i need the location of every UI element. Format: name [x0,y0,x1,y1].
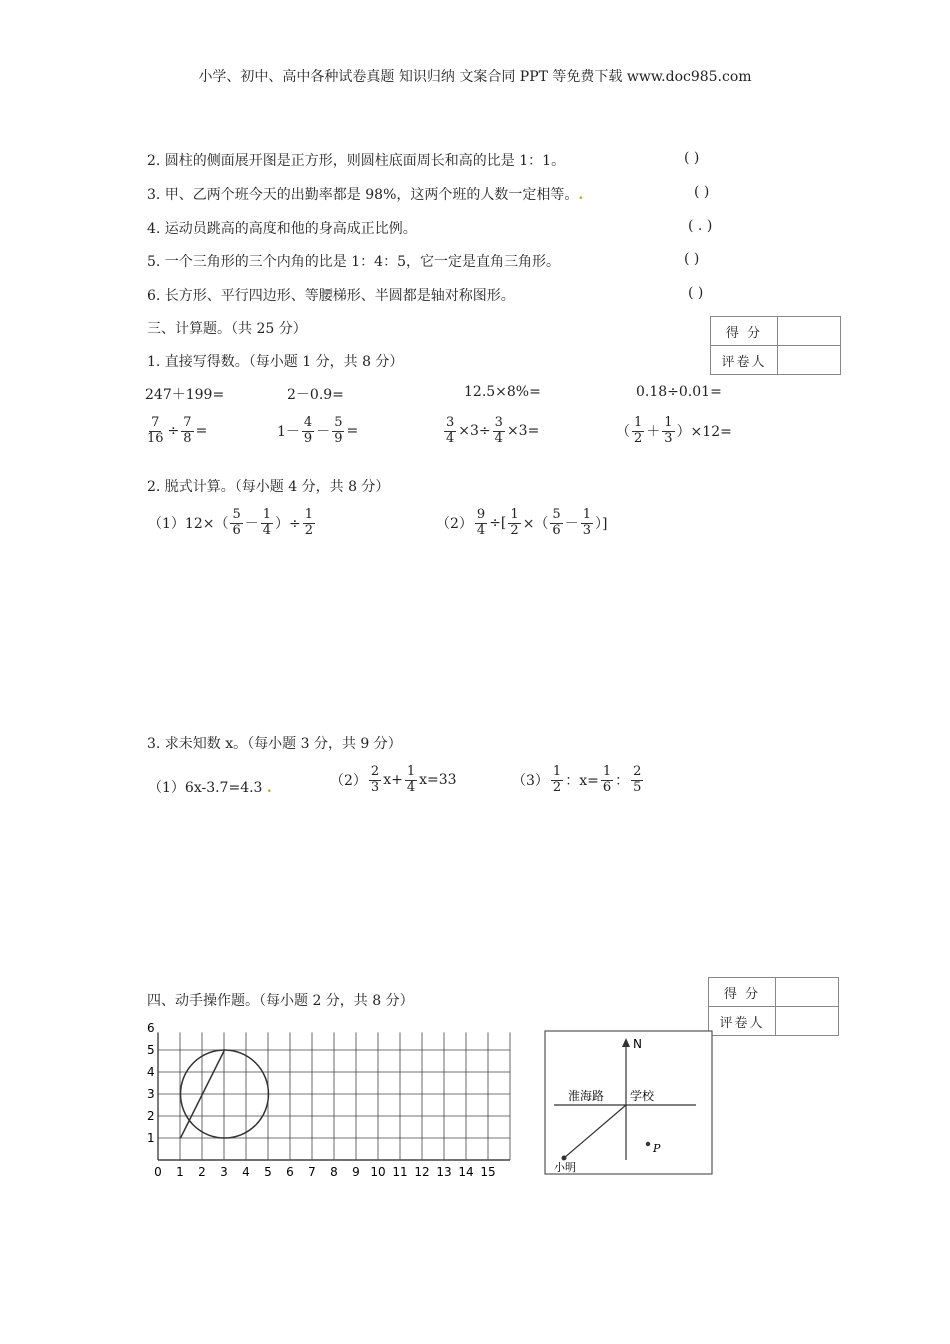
x-tick-label: 15 [480,1165,496,1179]
question-1-text: 1. 直接写得数。（每小题 1 分，共 8 分） [147,354,404,370]
x-tick-label: 2 [198,1165,206,1179]
y-tick-label: 3 [147,1087,155,1101]
calc-q3b: （2） $\frac{2}{3}$ x+ $\frac{1}{4}$ x=33 [330,764,457,795]
judgement-item-3 [147,184,583,204]
fraction: $\frac{3}{4}$ [494,415,503,446]
score-input[interactable] [778,317,841,346]
calc-2d: （ $\frac{1}{2}$ ＋ $\frac{1}{3}$ ）×12= [616,415,732,446]
fraction: $\frac{5}{6}$ [552,507,561,538]
x-tick-label: 7 [308,1165,316,1179]
fraction: $\frac{7}{16}$ [147,415,164,446]
x-tick-label: 3 [220,1165,228,1179]
score-box-4 [708,977,839,1036]
road-label: 淮海路 [568,1089,605,1103]
page-header: 小学、初中、高中各种试卷真题 知识归纳 文案合同 PPT 等免费下载 www.doc985.com [198,69,752,85]
y-tick-label: 5 [147,1043,155,1057]
question-2-title: 2. 脱式计算。（每小题 4 分，共 8 分） [147,479,390,495]
map-figure [544,1030,714,1176]
grid-figure [145,1022,515,1182]
score-box-3 [710,316,841,375]
fraction: $\frac{9}{4}$ [476,507,486,538]
calc-2a: $\frac{7}{16}$ ÷ $\frac{7}{8}$ = [147,415,208,446]
fraction: $\frac{7}{8}$ [183,415,192,446]
x-tick-label: 13 [436,1165,452,1179]
fraction: $\frac{1}{2}$ [634,415,643,446]
x-tick-label: 8 [330,1165,338,1179]
answer-paren-2[interactable]: ( ) [684,150,700,166]
fraction: $\frac{1}{4}$ [406,764,416,795]
x-tick-label: 10 [370,1165,386,1179]
y-tick-label: 4 [147,1065,155,1079]
x-tick-label: 5 [264,1165,272,1179]
score-label: 得 分 [711,317,778,346]
grader-input[interactable] [776,1007,839,1036]
question-3-title: 3. 求未知数 x。（每小题 3 分，共 9 分） [147,736,402,752]
judgement-text-3: 3. 甲、乙两个班今天的出勤率都是 98%，这两个班的人数一定相等。 [147,187,579,203]
y-tick-label: 6 [147,1022,155,1035]
calc-q2b: （2） $\frac{9}{4}$ ÷[ $\frac{1}{2}$ ×（ $\frac{5}{6}$ － $\frac{1}{3}$ ）] [436,507,608,538]
grader-label: 评卷人 [709,1007,776,1036]
answer-paren-6[interactable]: ( ) [688,285,704,301]
fraction: $\frac{2}{3}$ [370,764,380,795]
answer-paren-5[interactable]: ( ) [684,251,700,267]
point-p-label: P [653,1142,661,1155]
judgement-item-6: 6. 长方形、平行四边形、等腰梯形、半圆都是轴对称图形。 [147,288,515,304]
section-3-title: 三、计算题。（共 25 分） [147,321,307,337]
calc-1d: 0.18÷0.01= [636,384,722,400]
question-1-title [147,351,403,371]
answer-paren-3[interactable]: ( ) [694,184,710,200]
fraction: $\frac{1}{3}$ [582,507,591,538]
x-tick-label: 12 [414,1165,430,1179]
x-tick-label: 4 [242,1165,250,1179]
y-tick-label: 1 [147,1131,155,1145]
judgement-item-5: 5. 一个三角形的三个内角的比是 1：4：5，它一定是直角三角形。 [147,254,560,270]
school-label: 学校 [630,1089,655,1103]
calc-q3a: （1）6x-3.7=4.3 . [148,780,272,796]
score-input[interactable] [776,978,839,1007]
fraction: $\frac{1}{4}$ [262,507,272,538]
fraction: $\frac{1}{6}$ [602,764,612,795]
judgement-item-2: 2. 圆柱的侧面展开图是正方形，则圆柱底面周长和高的比是 1：1。 [147,153,566,169]
calc-q3c: （3） $\frac{1}{2}$ ：x= $\frac{1}{6}$ ： $\frac{2}{5}$ [512,764,642,795]
point-p [646,1142,650,1146]
grader-input[interactable] [778,346,841,375]
x-tick-label: 9 [352,1165,360,1179]
north-label: N [633,1037,642,1051]
x-tick-label: 6 [286,1165,294,1179]
calc-1b: 2－0.9= [287,387,344,403]
y-tick-labels [147,1022,155,1145]
fraction: $\frac{1}{2}$ [552,764,562,795]
calc-2c: $\frac{3}{4}$ ×3÷ $\frac{3}{4}$ ×3= [446,415,540,446]
person-label: 小明 [554,1161,576,1174]
calc-1c: 12.5×8%= [464,384,541,400]
x-tick-label: 14 [458,1165,474,1179]
fraction: $\frac{2}{5}$ [633,764,642,795]
grader-label: 评卷人 [711,346,778,375]
fraction: $\frac{1}{2}$ [304,507,314,538]
answer-paren-4[interactable]: ( . ) [688,218,713,234]
stray-dot: . [578,187,584,203]
score-label: 得 分 [709,978,776,1007]
fraction: $\frac{4}{9}$ [303,415,313,446]
fraction: $\frac{5}{9}$ [334,415,343,446]
fraction: $\frac{1}{3}$ [664,415,673,446]
person-point [562,1156,567,1161]
calc-q2a: （1）12× （ $\frac{5}{6}$ － $\frac{1}{4}$ ）÷ $\frac{1}{2}$ [148,507,314,538]
y-tick-label: 2 [147,1109,155,1123]
judgement-item-4: 4. 运动员跳高的高度和他的身高成正比例。 [147,221,417,237]
calc-1a: 247＋199= [145,387,225,403]
x-tick-label: 1 [176,1165,184,1179]
calc-2b: 1－ $\frac{4}{9}$ － $\frac{5}{9}$ = [277,415,359,446]
stray-dot: . [266,780,272,796]
x-tick-labels [154,1165,495,1179]
fraction: $\frac{3}{4}$ [446,415,455,446]
fraction: $\frac{5}{6}$ [232,507,241,538]
x-tick-label: 11 [392,1165,408,1179]
section-4-title: 四、动手操作题。（每小题 2 分，共 8 分） [147,993,414,1009]
fraction: $\frac{1}{2}$ [510,507,519,538]
x-tick-label: 0 [154,1165,162,1179]
